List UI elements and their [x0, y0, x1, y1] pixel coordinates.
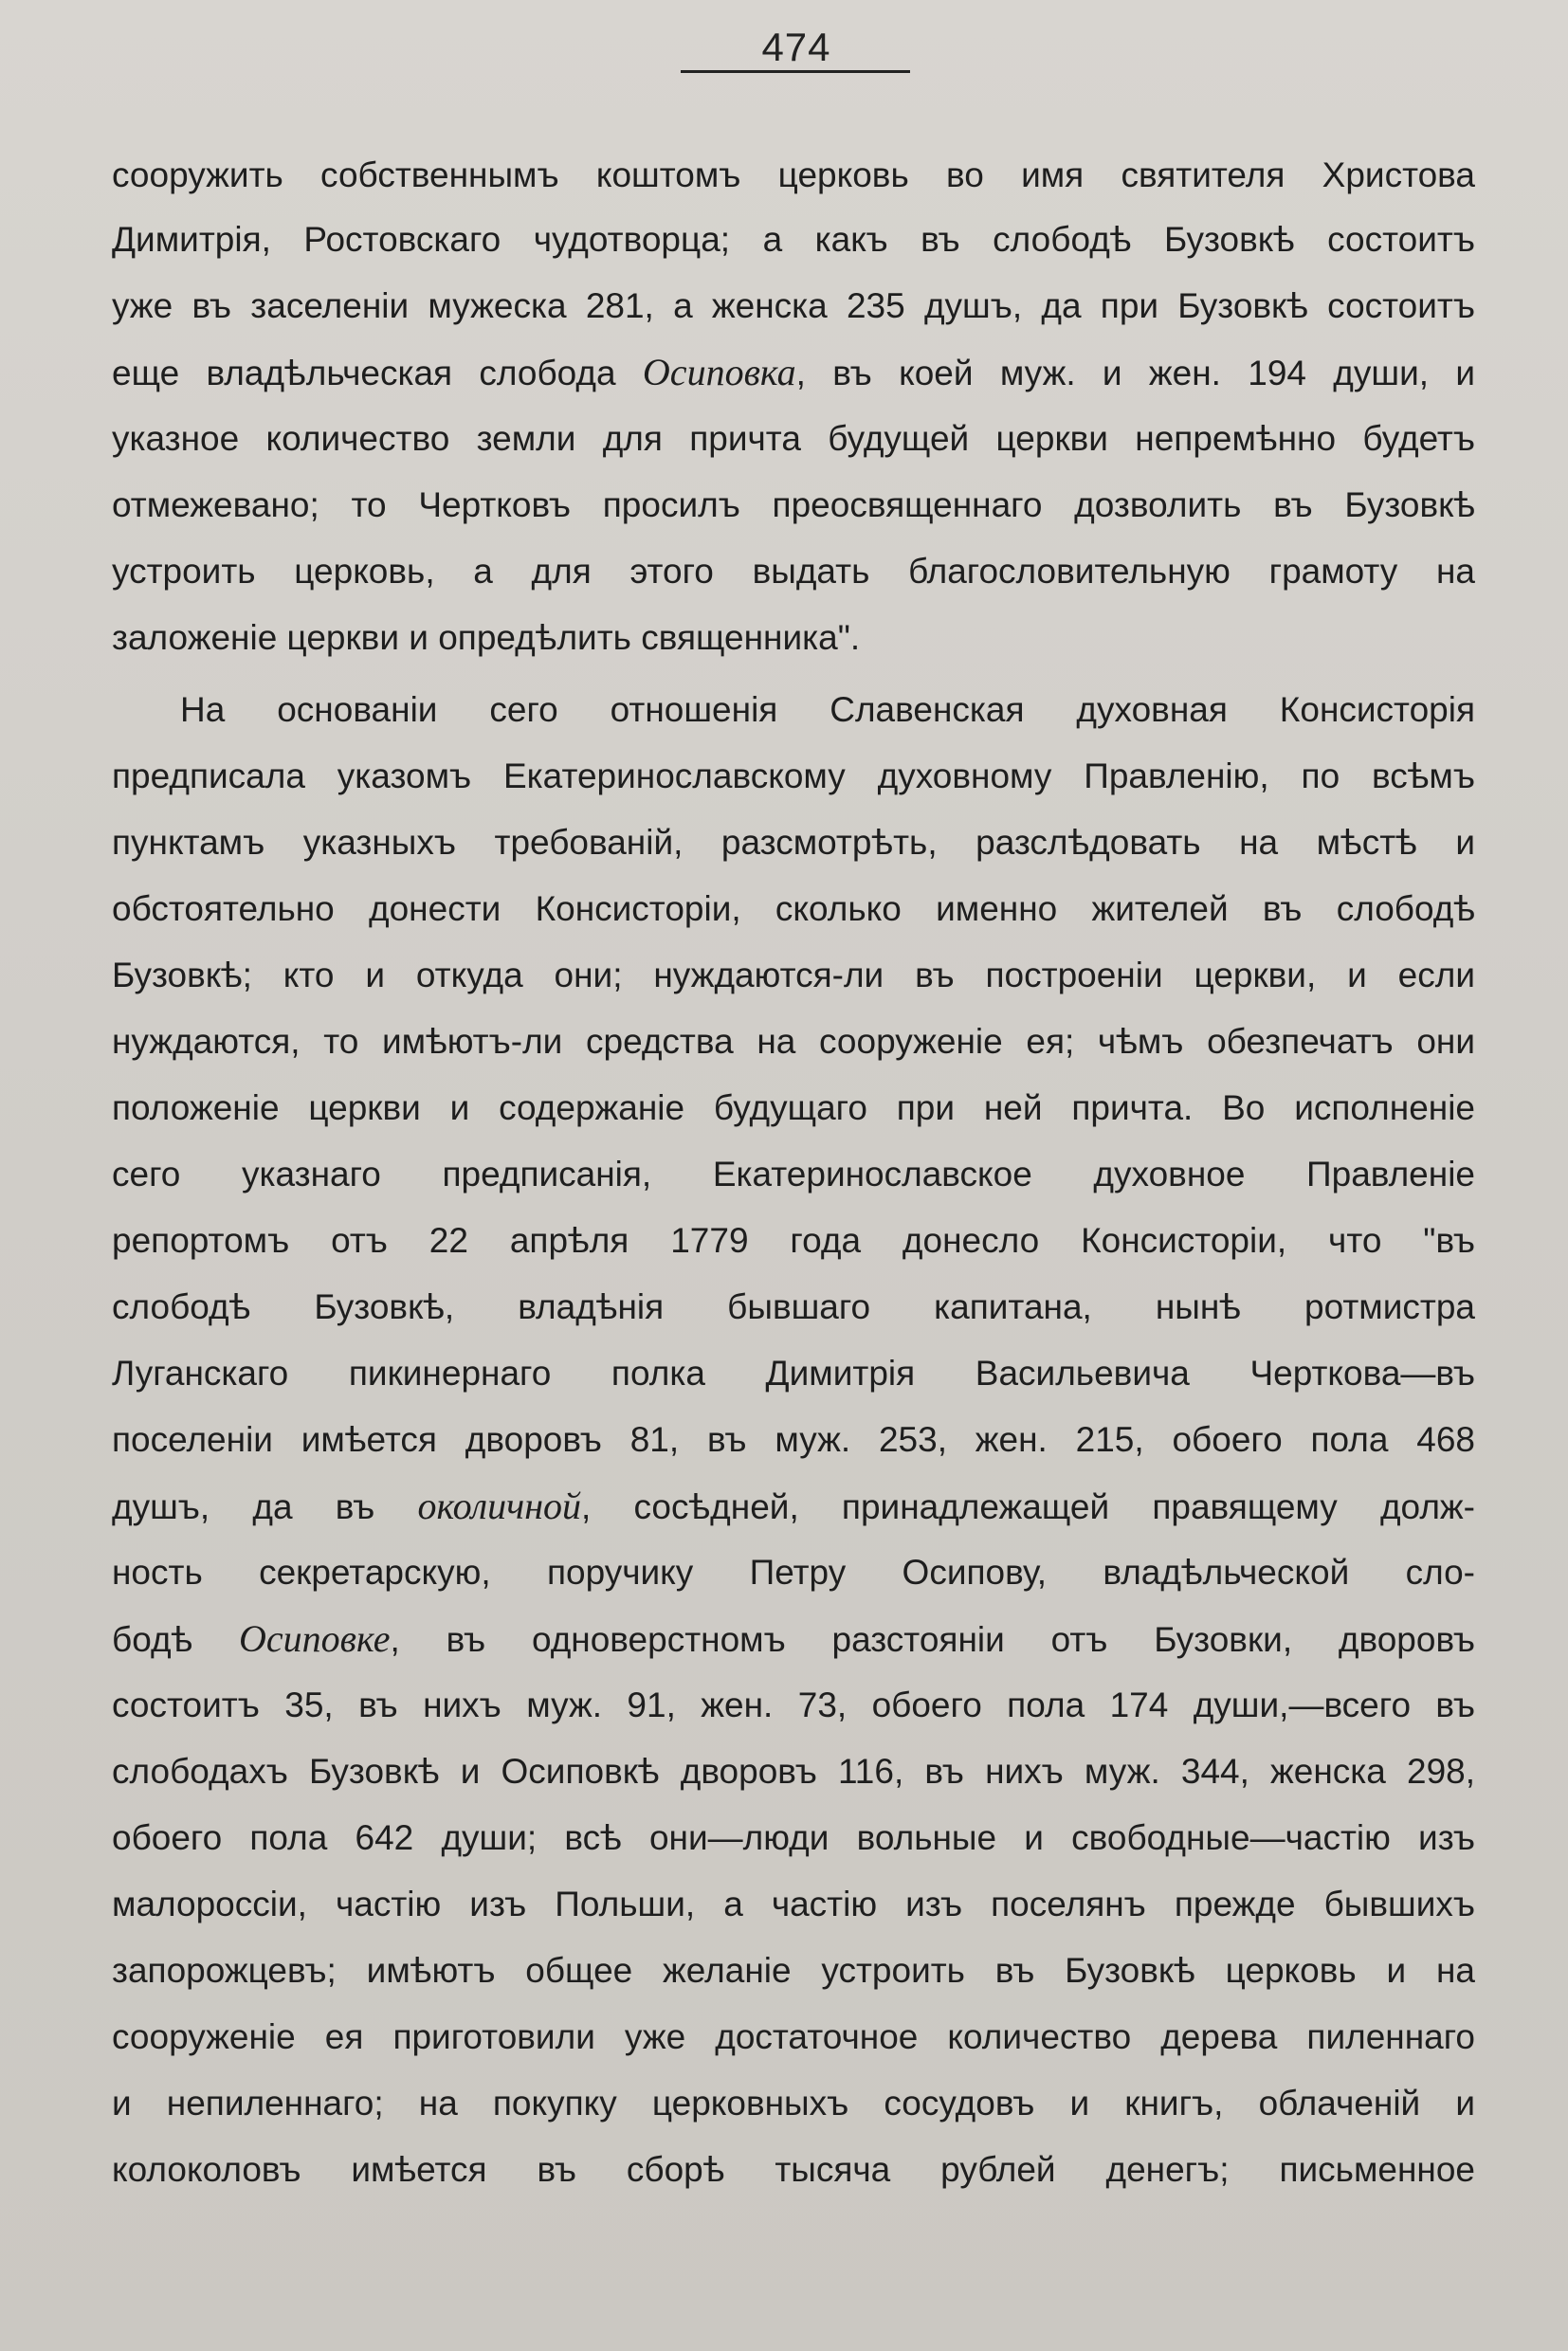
text-line: устроить церковь, а для этого выдать благословительную грамоту на	[112, 552, 1475, 591]
text-line: душъ, да въ околичной, сосѣдней, принадлежащей правящему долж-	[112, 1485, 1475, 1527]
text-line: указное количество земли для причта будущей церкви непремѣнно будетъ	[112, 419, 1475, 458]
text-line: сего указнаго предписанія, Екатеринославское духовное Правленіе	[112, 1155, 1475, 1194]
text-line: бодѣ Осиповке, въ одноверстномъ разстояніи отъ Бузовки, дворовъ	[112, 1617, 1476, 1660]
text-line: Бузовкѣ; кто и откуда они; нуждаются-ли въ построеніи церкви, и если	[112, 956, 1475, 994]
text-line: положеніе церкви и содержаніе будущаго при ней причта. Во исполненіе	[112, 1088, 1475, 1127]
text-line: обоего пола 642 души; всѣ они—люди вольные и свободные—частію изъ	[112, 1818, 1475, 1857]
text-line: пунктамъ указныхъ требованій, разсмотрѣть, разслѣдовать на мѣстѣ и	[112, 823, 1475, 862]
italic-place-name: Осиповка	[642, 351, 796, 393]
page-number: 474	[761, 25, 831, 69]
italic-word: околичной	[417, 1485, 582, 1527]
text-line: слободѣ Бузовкѣ, владѣнія бывшаго капитана, нынѣ ротмистра	[112, 1287, 1475, 1326]
text-line: обстоятельно донести Консисторіи, сколько именно жителей въ слободѣ	[112, 889, 1475, 928]
text-line: и непиленнаго; на покупку церковныхъ сосудовъ и книгъ, облаченій и	[112, 2084, 1475, 2123]
text-line: малороссіи, частію изъ Польши, а частію изъ поселянъ прежде бывшихъ	[112, 1885, 1475, 1923]
paragraph-first-line: На основаніи сего отношенія Славенская духовная Консисторія	[180, 690, 1475, 729]
text-line: ность секретарскую, поручику Петру Осипову, владѣльческой сло-	[112, 1553, 1475, 1592]
text-line: запорожцевъ; имѣютъ общее желаніе устроить въ Бузовкѣ церковь и на	[112, 1951, 1475, 1990]
text-line: отмежевано; то Чертковъ просилъ преосвященнаго дозволить въ Бузовкѣ	[112, 485, 1475, 524]
header-rule	[681, 70, 910, 73]
text-line: уже въ заселеніи мужеска 281, а женска 235 душъ, да при Бузовкѣ состоитъ	[112, 286, 1475, 325]
text-line: сооружить собственнымъ коштомъ церковь во имя святителя Христова	[112, 155, 1475, 194]
text-line: репортомъ отъ 22 апрѣля 1779 года донесло Консисторіи, что "въ	[112, 1221, 1475, 1260]
italic-place-name: Осиповке	[239, 1617, 391, 1660]
text-line: поселеніи имѣется дворовъ 81, въ муж. 253, жен. 215, обоего пола 468	[112, 1420, 1475, 1459]
text-line: колоколовъ имѣется въ сборѣ тысяча рублей денегъ; письменное	[112, 2150, 1475, 2189]
text-line: предписала указомъ Екатеринославскому духовному Правленію, по всѣмъ	[112, 756, 1475, 795]
text-line: слободахъ Бузовкѣ и Осиповкѣ дворовъ 116, въ нихъ муж. 344, женска 298,	[112, 1752, 1475, 1791]
text-line: заложеніе церкви и опредѣлить священника".	[112, 618, 861, 657]
text-line: нуждаются, то имѣютъ-ли средства на сооруженіе ея; чѣмъ обезпечатъ они	[112, 1022, 1475, 1061]
text-line: сооруженіе ея приготовили уже достаточное количество дерева пиленнаго	[112, 2017, 1475, 2056]
text-line: состоитъ 35, въ нихъ муж. 91, жен. 73, обоего пола 174 души,—всего въ	[112, 1686, 1475, 1724]
text-line: Димитрія, Ростовскаго чудотворца; а какъ въ слободѣ Бузовкѣ состоитъ	[112, 220, 1475, 259]
text-line: еще владѣльческая слобода Осиповка, въ коей муж. и жен. 194 души, и	[112, 351, 1475, 393]
text-line: Луганскаго пикинернаго полка Димитрія Васильевича Черткова—въ	[112, 1354, 1475, 1393]
